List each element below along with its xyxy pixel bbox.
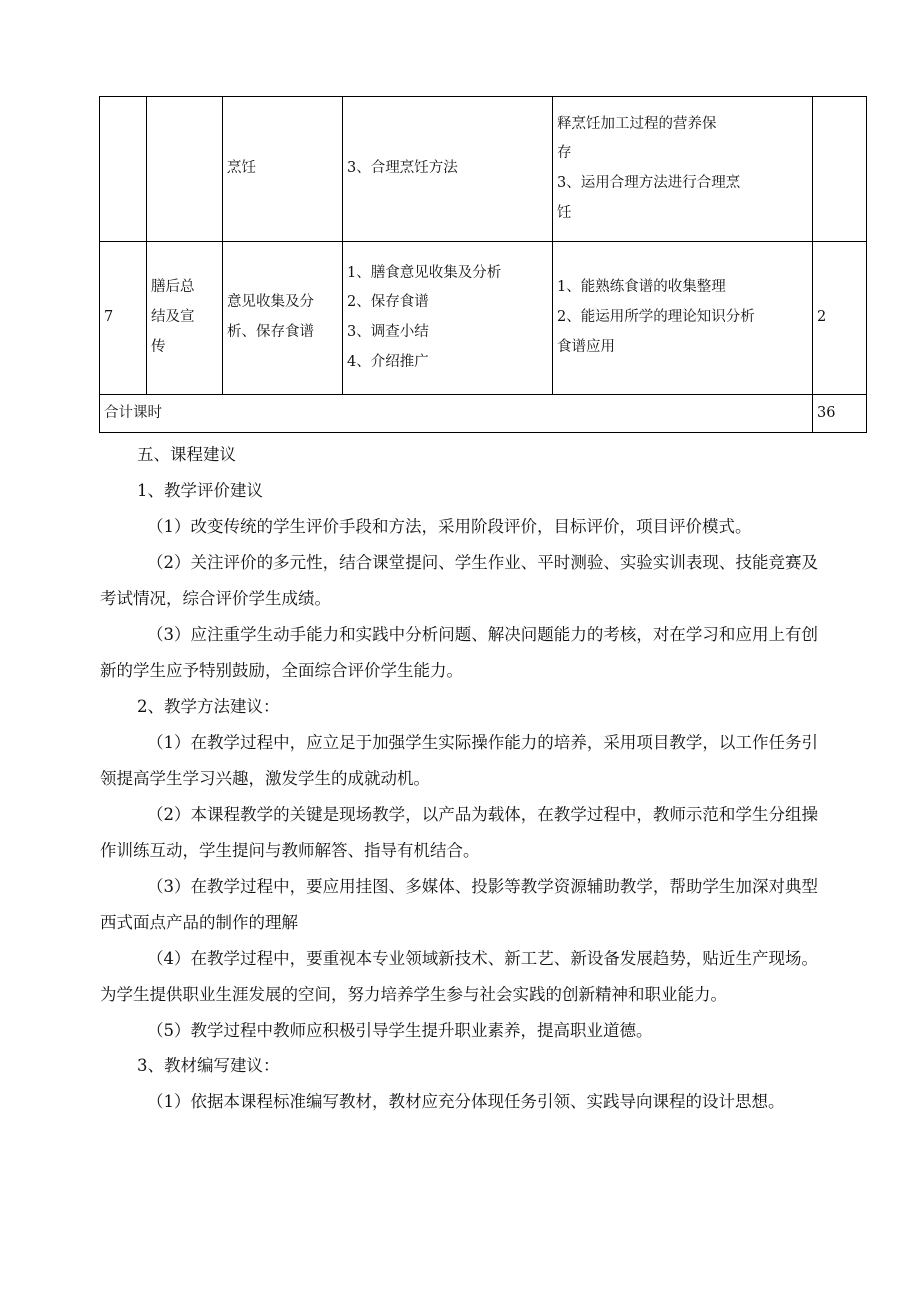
- goal-line: 2、能运用所学的理论知识分析: [557, 309, 755, 326]
- goal-line: 饪: [557, 204, 572, 221]
- paragraph: （1）改变传统的学生评价手段和方法，采用阶段评价，目标评价，项目评价模式。: [147, 516, 752, 536]
- class-hours-cell: 2: [813, 242, 867, 395]
- project-name-line: 膳后总: [151, 279, 195, 296]
- row-index-cell: [100, 97, 147, 242]
- paragraph: （3）应注重学生动手能力和实践中分析问题、解决问题能力的考核，对在学习和应用上有创新的学生应予特别鼓励，全面综合评价学生能力。: [100, 624, 818, 680]
- goal-line: 1、能熟练食谱的收集整理: [557, 279, 726, 296]
- task-line: 1、膳食意见收集及分析: [347, 264, 502, 281]
- class-hours-cell: [813, 97, 867, 242]
- teaching-goal-cell: [553, 97, 813, 242]
- project-name-cell: [147, 242, 223, 395]
- content-line: 析、保存食谱: [227, 324, 314, 340]
- task-line: 2、保存食谱: [347, 294, 429, 311]
- paragraph: （1）在教学过程中，应立足于加强学生实际操作能力的培养，采用项目教学，以工作任务引领提高学生学习兴趣，激发学生的成就动机。: [100, 732, 818, 788]
- goal-line: 3、运用合理方法进行合理烹: [557, 175, 741, 191]
- total-label-cell: 合计课时: [100, 395, 813, 433]
- document-body: [100, 437, 818, 1120]
- table-row: [100, 97, 867, 242]
- goal-line: 食谱应用: [557, 338, 615, 355]
- subsection-heading-1: 1、教学评价建议: [137, 480, 263, 500]
- paragraph: （5）教学过程中教师应积极引导学生提升职业素养，提高职业道德。: [147, 1020, 653, 1040]
- table-total-row: [100, 395, 867, 433]
- section-heading: 五、课程建议: [137, 445, 236, 464]
- paragraph: （2）本课程教学的关键是现场教学，以产品为载体，在教学过程中，教师示范和学生分组操作训练互动，学生提问与教师解答、指导有机结合。: [100, 804, 818, 860]
- task-line: 3、合理烹饪方法: [347, 160, 458, 177]
- teaching-content-cell: [223, 242, 343, 395]
- project-name-line: 传: [151, 338, 166, 355]
- course-schedule-table-container: [99, 96, 836, 433]
- task-line: 3、调查小结: [347, 324, 429, 340]
- teaching-goal-cell: [553, 242, 813, 395]
- goal-line: 存: [557, 145, 572, 162]
- subsection-heading-3: 3、教材编写建议：: [137, 1056, 280, 1076]
- content-line: 意见收集及分: [227, 294, 314, 311]
- project-name-cell: [147, 97, 223, 242]
- total-hours-cell: 36: [813, 395, 867, 433]
- paragraph: （2）关注评价的多元性，结合课堂提问、学生作业、平时测验、实验实训表现、技能竞赛及考试情况，综合评价学生成绩。: [100, 552, 818, 608]
- task-line: 4、介绍推广: [347, 353, 429, 370]
- row-index-cell: 7: [100, 242, 147, 395]
- teaching-content-cell: [223, 97, 343, 242]
- course-schedule-table: [99, 96, 867, 433]
- paragraph: （4）在教学过程中，要重视本专业领域新技术、新工艺、新设备发展趋势，贴近生产现场。为学生提供职业生涯发展的空间，努力培养学生参与社会实践的创新精神和职业能力。: [100, 948, 818, 1004]
- paragraph: （3）在教学过程中，要应用挂图、多媒体、投影等教学资源辅助教学，帮助学生加深对典型西式面点产品的制作的理解: [100, 876, 818, 932]
- table-row: [100, 242, 867, 395]
- paragraph: （1）依据本课程标准编写教材，教材应充分体现任务引领、实践导向课程的设计思想。: [147, 1092, 785, 1112]
- work-task-cell: [343, 242, 553, 395]
- project-name-line: 结及宣: [151, 309, 195, 326]
- goal-line: 释烹饪加工过程的营养保: [557, 115, 717, 132]
- content-line: 烹饪: [227, 160, 256, 177]
- subsection-heading-2: 2、教学方法建议：: [137, 696, 280, 716]
- work-task-cell: [343, 97, 553, 242]
